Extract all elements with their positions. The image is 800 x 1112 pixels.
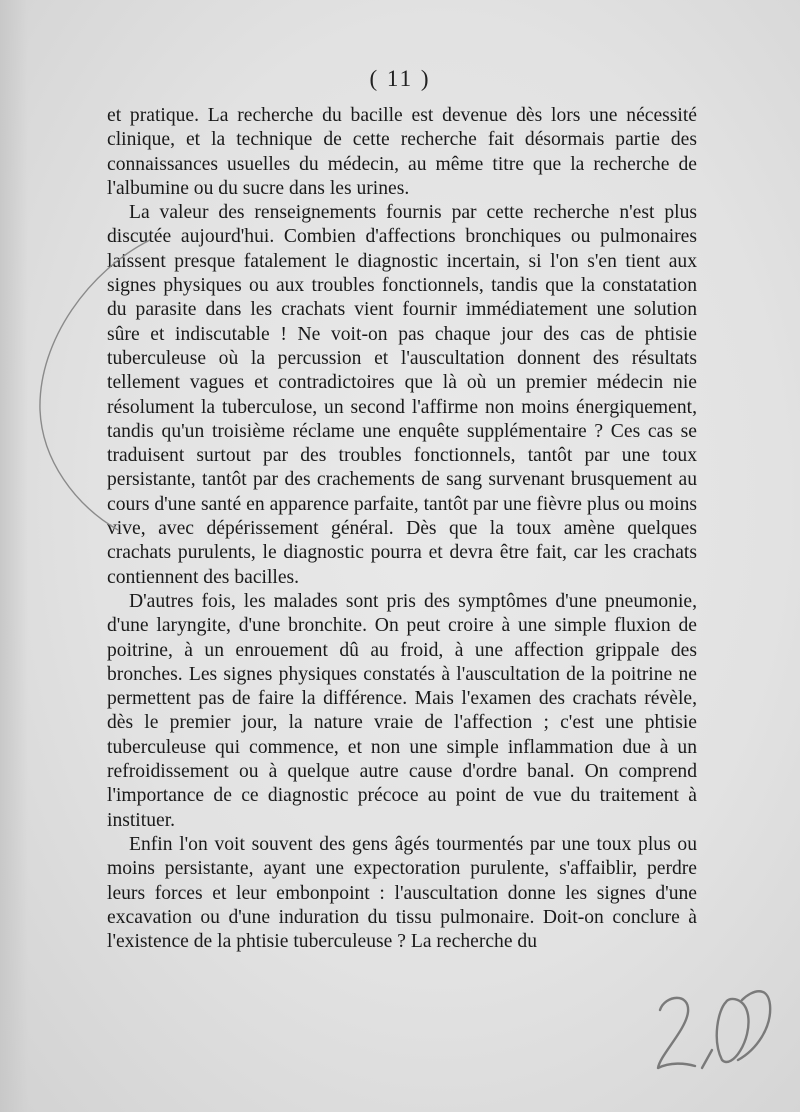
paragraph-2: La valeur des renseignements fournis par cette recherche n'est plus discutée aujourd'hui. Combien d'affections bronchiques ou pulmonaires laissent presque fatalement le diagnostic incertain, si l'on s'en tient aux signes physiques ou aux troubles fonctionnels, tandis que la constatation du parasite dans les crachats vient fournir immédiatement une solution sûre et indiscutable ! Ne voit-on pas chaque jour des cas de phtisie tuberculeuse où la percussion et l'auscultation donnent des résultats tellement vagues et contradictoires que là où un premier médecin nie résolument la tuberculose, un second l'affirme non moins énergiquement, tandis qu'un troisième réclame une enquête supplémentaire ? Ces cas se traduisent surtout par des troubles fonctionnels, tantôt par une toux persistante, tantôt par des crachements de sang survenant brusquement au cours d'une santé en apparence parfaite, tantôt par une fièvre plus ou moins vive, avec dépérissement général. Dès que la toux amène quelques crachats purulents, le diagnostic pourra et devra être fait, car les crachats contiennent des bacilles. [107,202,697,588]
paragraph-4: Enfin l'on voit souvent des gens âgés tourmentés par une toux plus ou moins persistante, ayant une expectoration purulente, s'affaiblir, perdre leurs forces et leur embonpoint : l'auscultation donne les signes d'une excavation ou d'une induration du tissu pulmonaire. Doit-on conclure à l'existence de la phtisie tuberculeuse ? La recherche du [107,833,697,953]
paragraph-3: D'autres fois, les malades sont pris des symptômes d'une pneumonie, d'une laryngite, d'une bronchite. On peut croire à une simple fluxion de poitrine, à un enrouement dû au froid, à une affection grippale des bronches. Les signes physiques constatés à l'auscultation de la poitrine ne permettent pas de faire la différence. Mais l'examen des crachats révèle, dès le premier jour, la nature vraie de l'affection ; c'est une phtisie tuberculeuse qui commence, et non une simple inflammation due à un refroidissement ou à quelque autre cause d'ordre banal. On comprend l'importance de ce diagnostic précoce au point de vue du traitement à instituer. [107,590,697,831]
body-text [107,104,697,954]
page-number: ( 11 ) [369,66,431,91]
paragraph-1: et pratique. La recherche du bacille est devenue dès lors une nécessité clinique, et la technique de cette recherche fait désormais partie des connaissances usuelles du médecin, au même titre que la recherche de l'albumine ou du sucre dans les urines. [107,105,697,199]
